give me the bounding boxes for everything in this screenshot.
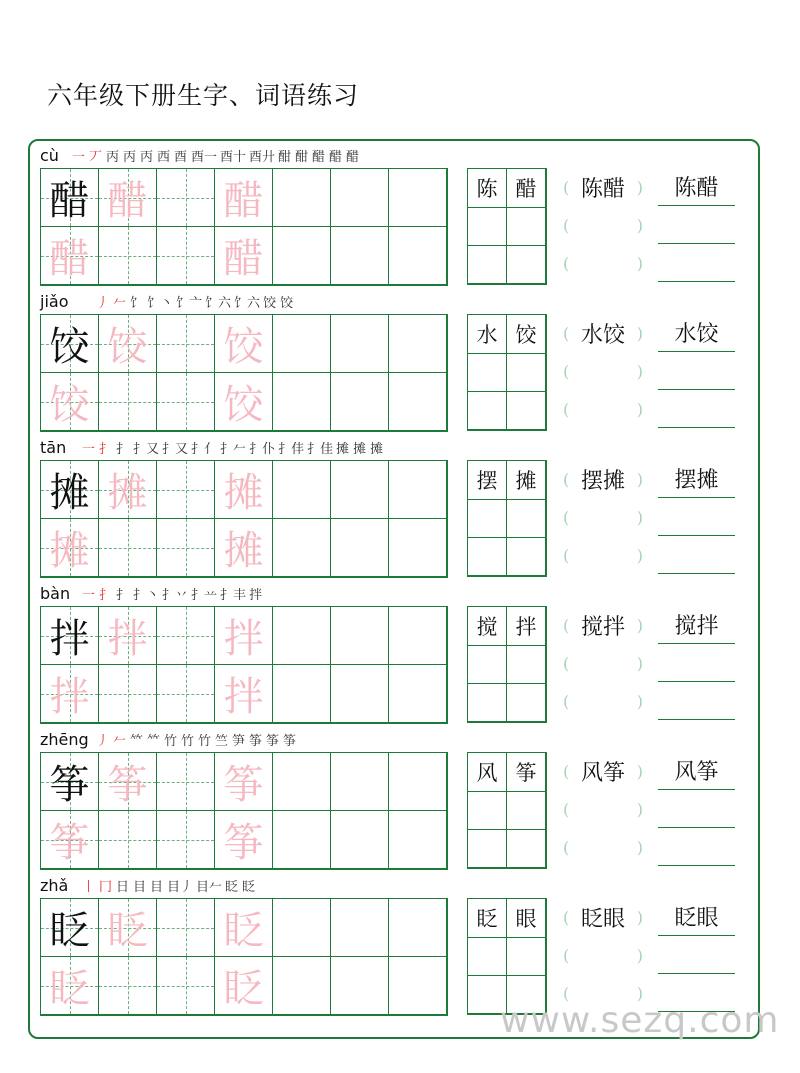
character-row — [0, 434, 800, 580]
grid-cell[interactable] — [215, 957, 273, 1015]
word-cell[interactable] — [468, 208, 507, 246]
trace-character: 筝 — [49, 820, 90, 866]
word-character: 眼 — [507, 899, 546, 938]
stroke-step: 饺 — [263, 296, 277, 311]
stroke-step: 丨 — [82, 880, 96, 895]
word-line: 水饺 — [658, 314, 735, 352]
grid-cell[interactable] — [215, 169, 273, 227]
stroke-step: 醋 — [329, 150, 343, 165]
grid-cell[interactable] — [41, 811, 99, 869]
page-title: 六年级下册生字、词语练习 — [47, 81, 360, 110]
word-character: 饺 — [507, 315, 546, 354]
pinyin-label: zhǎ — [40, 876, 69, 895]
stroke-step: 一 — [82, 588, 96, 603]
word-line[interactable] — [658, 790, 735, 828]
stroke-step: 扌𠂉 — [220, 442, 247, 457]
trace-character: 醋 — [223, 236, 264, 282]
grid-cell[interactable] — [41, 607, 99, 665]
word-parentheses: ( 风筝 ) — [563, 752, 643, 790]
grid-cell[interactable] — [157, 373, 215, 431]
grid-cell[interactable] — [157, 899, 215, 957]
grid-cell[interactable] — [389, 665, 447, 723]
pinyin-label: cù — [40, 146, 59, 165]
model-character: 饺 — [49, 324, 90, 370]
stroke-step: 眨 — [225, 880, 239, 895]
grid-cell[interactable] — [389, 753, 447, 811]
stroke-order — [96, 730, 297, 749]
grid-cell[interactable] — [157, 811, 215, 869]
stroke-step: 扌 — [116, 442, 130, 457]
stroke-step: 扌丷 — [162, 588, 189, 603]
grid-cell[interactable] — [331, 315, 389, 373]
grid-cell[interactable] — [41, 315, 99, 373]
stroke-step: 竹 — [181, 734, 195, 749]
writing-grid — [40, 752, 448, 870]
stroke-step: 酣 — [278, 150, 292, 165]
word-grid — [467, 168, 547, 285]
grid-cell[interactable] — [157, 957, 215, 1015]
stroke-step: 一 — [72, 150, 86, 165]
grid-cell[interactable] — [99, 519, 157, 577]
grid-cell[interactable] — [41, 519, 99, 577]
stroke-step: 目丿 — [167, 880, 194, 895]
grid-cell[interactable] — [331, 811, 389, 869]
word-parentheses: ( 摆摊 ) — [563, 460, 643, 498]
grid-cell[interactable] — [41, 753, 99, 811]
stroke-order — [72, 146, 360, 165]
word-line[interactable] — [658, 390, 735, 428]
grid-cell[interactable] — [41, 461, 99, 519]
stroke-step: 扌 — [99, 442, 113, 457]
trace-character: 眨 — [223, 908, 264, 954]
grid-cell[interactable] — [41, 227, 99, 285]
stroke-step: 酣 — [295, 150, 309, 165]
stroke-step: 眨 — [242, 880, 256, 895]
word-line[interactable] — [658, 682, 735, 720]
pinyin-label: jiǎo — [40, 292, 69, 311]
word-character: 水 — [468, 315, 507, 354]
word-cell[interactable] — [507, 538, 546, 576]
grid-cell[interactable] — [41, 373, 99, 431]
trace-character: 摊 — [223, 528, 264, 574]
writing-grid — [40, 168, 448, 286]
stroke-step: 酉廾 — [249, 150, 276, 165]
model-character: 眨 — [49, 908, 90, 954]
stroke-step: 一 — [82, 442, 96, 457]
word-cell[interactable] — [507, 830, 546, 868]
word-parentheses[interactable] — [563, 682, 643, 720]
word-parentheses: ( 水饺 ) — [563, 314, 643, 352]
word-line[interactable] — [658, 352, 735, 390]
grid-cell[interactable] — [99, 227, 157, 285]
grid-cell[interactable] — [331, 373, 389, 431]
grid-cell[interactable] — [157, 461, 215, 519]
grid-cell[interactable] — [99, 315, 157, 373]
model-character: 拌 — [49, 616, 90, 662]
word-parentheses: ( 眨眼 ) — [563, 898, 643, 936]
word-parentheses: ( 陈醋 ) — [563, 168, 643, 206]
word-character: 摊 — [507, 461, 546, 500]
trace-character: 摊 — [223, 470, 264, 516]
grid-cell[interactable] — [41, 665, 99, 723]
model-character: 筝 — [49, 762, 90, 808]
character-row — [0, 288, 800, 434]
watermark: www.sezq.com — [500, 1000, 780, 1041]
grid-cell[interactable] — [157, 227, 215, 285]
stroke-step: 摊 — [370, 442, 384, 457]
pinyin-label: bàn — [40, 584, 71, 603]
grid-cell[interactable] — [273, 899, 331, 957]
grid-cell[interactable] — [389, 461, 447, 519]
grid-cell[interactable] — [273, 665, 331, 723]
stroke-step: 竹 — [164, 734, 178, 749]
stroke-step: 酉 — [174, 150, 188, 165]
grid-cell[interactable] — [389, 169, 447, 227]
grid-cell[interactable] — [273, 753, 331, 811]
word-parentheses[interactable] — [563, 536, 643, 574]
grid-cell[interactable] — [99, 461, 157, 519]
grid-cell[interactable] — [41, 899, 99, 957]
grid-cell[interactable] — [99, 811, 157, 869]
stroke-step: 筝 — [283, 734, 297, 749]
word-character: 摆 — [468, 461, 507, 500]
grid-cell[interactable] — [389, 607, 447, 665]
stroke-step: 目𠂉 — [196, 880, 223, 895]
grid-cell[interactable] — [215, 461, 273, 519]
writing-grid — [40, 898, 448, 1016]
word-line: 眨眼 — [658, 898, 735, 936]
grid-cell[interactable] — [41, 957, 99, 1015]
word-cell[interactable] — [468, 354, 507, 392]
word-cell[interactable] — [507, 392, 546, 430]
word-cell[interactable] — [507, 792, 546, 830]
word-character: 筝 — [507, 753, 546, 792]
stroke-step: 丙 — [123, 150, 137, 165]
word-cell[interactable] — [468, 392, 507, 430]
trace-character: 饺 — [107, 324, 148, 370]
stroke-step: 扌仹 — [278, 442, 305, 457]
grid-cell[interactable] — [273, 461, 331, 519]
character-row — [0, 726, 800, 872]
word-parentheses[interactable] — [563, 390, 643, 428]
word-line[interactable] — [658, 498, 735, 536]
grid-cell[interactable] — [389, 315, 447, 373]
stroke-step: 扌仆 — [249, 442, 276, 457]
trace-character: 拌 — [223, 616, 264, 662]
word-parentheses[interactable] — [563, 206, 643, 244]
stroke-order — [82, 438, 384, 457]
trace-character: 饺 — [49, 382, 90, 428]
word-parentheses[interactable] — [563, 644, 643, 682]
trace-character: 筝 — [223, 820, 264, 866]
stroke-step: 目 — [133, 880, 147, 895]
word-parentheses[interactable] — [563, 828, 643, 866]
word-cell[interactable] — [507, 500, 546, 538]
stroke-step: 扌又 — [162, 442, 189, 457]
model-character: 摊 — [49, 470, 90, 516]
grid-cell[interactable] — [99, 373, 157, 431]
grid-cell[interactable] — [389, 373, 447, 431]
stroke-step: 饺 — [280, 296, 294, 311]
writing-grid — [40, 606, 448, 724]
grid-cell[interactable] — [273, 315, 331, 373]
character-row — [0, 580, 800, 726]
grid-cell[interactable] — [215, 373, 273, 431]
word-grid — [467, 314, 547, 431]
grid-cell[interactable] — [331, 607, 389, 665]
grid-cell[interactable] — [215, 519, 273, 577]
grid-cell[interactable] — [273, 227, 331, 285]
stroke-step: 醋 — [312, 150, 326, 165]
grid-cell[interactable] — [215, 607, 273, 665]
stroke-step: 扌又 — [133, 442, 160, 457]
grid-cell[interactable] — [273, 169, 331, 227]
stroke-step: 丆 — [89, 150, 103, 165]
stroke-step: 摊 — [353, 442, 367, 457]
word-line[interactable] — [658, 644, 735, 682]
character-row — [0, 872, 800, 1018]
trace-character: 醋 — [223, 178, 264, 224]
grid-cell[interactable] — [389, 957, 447, 1015]
word-cell[interactable] — [507, 646, 546, 684]
stroke-step: 丙 — [106, 150, 120, 165]
word-parentheses[interactable] — [563, 498, 643, 536]
word-grid — [467, 606, 547, 723]
trace-character: 拌 — [107, 616, 148, 662]
word-parentheses[interactable] — [563, 244, 643, 282]
trace-character: 拌 — [49, 674, 90, 720]
word-character: 搅 — [468, 607, 507, 646]
stroke-step: 目 — [150, 880, 164, 895]
grid-cell[interactable] — [215, 753, 273, 811]
grid-cell[interactable] — [215, 315, 273, 373]
word-grid — [467, 752, 547, 869]
trace-character: 醋 — [107, 178, 148, 224]
grid-cell[interactable] — [331, 227, 389, 285]
stroke-step: 饣 — [130, 296, 144, 311]
word-character: 风 — [468, 753, 507, 792]
grid-cell[interactable] — [331, 519, 389, 577]
stroke-step: 扌 — [99, 588, 113, 603]
grid-cell[interactable] — [215, 227, 273, 285]
trace-character: 拌 — [223, 674, 264, 720]
stroke-step: 筝 — [249, 734, 263, 749]
grid-cell[interactable] — [157, 519, 215, 577]
word-cell[interactable] — [468, 500, 507, 538]
trace-character: 眨 — [107, 908, 148, 954]
stroke-step: 饣六 — [205, 296, 232, 311]
grid-cell[interactable] — [99, 169, 157, 227]
grid-cell[interactable] — [215, 665, 273, 723]
stroke-step: 饣六 — [234, 296, 261, 311]
grid-cell[interactable] — [157, 665, 215, 723]
grid-cell[interactable] — [389, 811, 447, 869]
word-grid — [467, 460, 547, 577]
word-cell[interactable] — [507, 684, 546, 722]
word-line[interactable] — [658, 206, 735, 244]
stroke-step: 拌 — [249, 588, 263, 603]
word-cell[interactable] — [468, 792, 507, 830]
word-character: 醋 — [507, 169, 546, 208]
stroke-step: 丿 — [96, 296, 110, 311]
stroke-step: 筝 — [266, 734, 280, 749]
word-line[interactable] — [658, 244, 735, 282]
trace-character: 饺 — [223, 324, 264, 370]
trace-character: 摊 — [107, 470, 148, 516]
grid-cell[interactable] — [389, 899, 447, 957]
grid-cell[interactable] — [331, 665, 389, 723]
word-line: 风筝 — [658, 752, 735, 790]
word-character: 陈 — [468, 169, 507, 208]
grid-cell[interactable] — [99, 899, 157, 957]
stroke-step: 饣丶 — [147, 296, 174, 311]
grid-cell[interactable] — [215, 899, 273, 957]
word-line[interactable] — [658, 536, 735, 574]
grid-cell[interactable] — [331, 957, 389, 1015]
grid-cell[interactable] — [273, 811, 331, 869]
word-character: 眨 — [468, 899, 507, 938]
stroke-step: 𠂉 — [113, 296, 127, 311]
stroke-step: 饣亠 — [176, 296, 203, 311]
grid-cell[interactable] — [331, 753, 389, 811]
model-character: 醋 — [49, 178, 90, 224]
stroke-step: 醋 — [346, 150, 360, 165]
stroke-step: 丿 — [96, 734, 110, 749]
grid-cell[interactable] — [331, 899, 389, 957]
stroke-step: 𥫗 — [147, 734, 161, 749]
writing-grid — [40, 460, 448, 578]
trace-character: 饺 — [223, 382, 264, 428]
trace-character: 筝 — [223, 762, 264, 808]
stroke-step: 摊 — [336, 442, 350, 457]
stroke-step: 扌䒑 — [191, 588, 218, 603]
trace-character: 眨 — [223, 966, 264, 1012]
word-cell[interactable] — [507, 354, 546, 392]
word-cell[interactable] — [507, 938, 546, 976]
stroke-order — [82, 584, 263, 603]
word-character: 拌 — [507, 607, 546, 646]
word-parentheses[interactable] — [563, 352, 643, 390]
word-line: 陈醋 — [658, 168, 735, 206]
trace-character: 醋 — [49, 236, 90, 282]
stroke-step: 扌佳 — [307, 442, 334, 457]
grid-cell[interactable] — [157, 753, 215, 811]
stroke-step: 日 — [116, 880, 130, 895]
word-cell[interactable] — [468, 538, 507, 576]
stroke-step: 𥫗 — [130, 734, 144, 749]
trace-character: 眨 — [49, 966, 90, 1012]
stroke-step: 笋 — [232, 734, 246, 749]
grid-cell[interactable] — [157, 315, 215, 373]
word-cell[interactable] — [507, 246, 546, 284]
stroke-step: 扌亻 — [191, 442, 218, 457]
word-parentheses[interactable] — [563, 790, 643, 828]
grid-cell[interactable] — [99, 665, 157, 723]
pinyin-label: tān — [40, 438, 67, 457]
stroke-step: 酉一 — [191, 150, 218, 165]
trace-character: 筝 — [107, 762, 148, 808]
grid-cell[interactable] — [157, 169, 215, 227]
stroke-step: 西 — [157, 150, 171, 165]
word-cell[interactable] — [468, 646, 507, 684]
word-parentheses[interactable] — [563, 936, 643, 974]
stroke-step: 扌 — [116, 588, 130, 603]
word-cell[interactable] — [468, 830, 507, 868]
pinyin-label: zhēng — [40, 730, 89, 749]
stroke-step: 扌丰 — [220, 588, 247, 603]
grid-cell[interactable] — [331, 461, 389, 519]
grid-cell[interactable] — [215, 811, 273, 869]
character-row — [0, 142, 800, 288]
stroke-step: 冂 — [99, 880, 113, 895]
grid-cell[interactable] — [273, 373, 331, 431]
grid-cell[interactable] — [273, 957, 331, 1015]
grid-cell[interactable] — [157, 607, 215, 665]
grid-cell[interactable] — [389, 519, 447, 577]
grid-cell[interactable] — [273, 519, 331, 577]
stroke-step: 竺 — [215, 734, 229, 749]
word-cell[interactable] — [468, 246, 507, 284]
stroke-step: 竹 — [198, 734, 212, 749]
stroke-order — [96, 292, 294, 311]
word-cell[interactable] — [468, 684, 507, 722]
stroke-step: 扌丶 — [133, 588, 160, 603]
stroke-step: 丙 — [140, 150, 154, 165]
stroke-step: 酉十 — [220, 150, 247, 165]
word-cell[interactable] — [507, 208, 546, 246]
grid-cell[interactable] — [99, 753, 157, 811]
word-line[interactable] — [658, 936, 735, 974]
trace-character: 摊 — [49, 528, 90, 574]
word-cell[interactable] — [468, 938, 507, 976]
writing-grid — [40, 314, 448, 432]
word-grid — [467, 898, 547, 1015]
grid-cell[interactable] — [99, 957, 157, 1015]
stroke-order — [82, 876, 256, 895]
stroke-step: 𠂉 — [113, 734, 127, 749]
grid-cell[interactable] — [273, 607, 331, 665]
grid-cell[interactable] — [389, 227, 447, 285]
grid-cell[interactable] — [331, 169, 389, 227]
word-line: 搅拌 — [658, 606, 735, 644]
grid-cell[interactable] — [99, 607, 157, 665]
word-parentheses: ( 搅拌 ) — [563, 606, 643, 644]
word-line[interactable] — [658, 828, 735, 866]
grid-cell[interactable] — [41, 169, 99, 227]
word-line: 摆摊 — [658, 460, 735, 498]
